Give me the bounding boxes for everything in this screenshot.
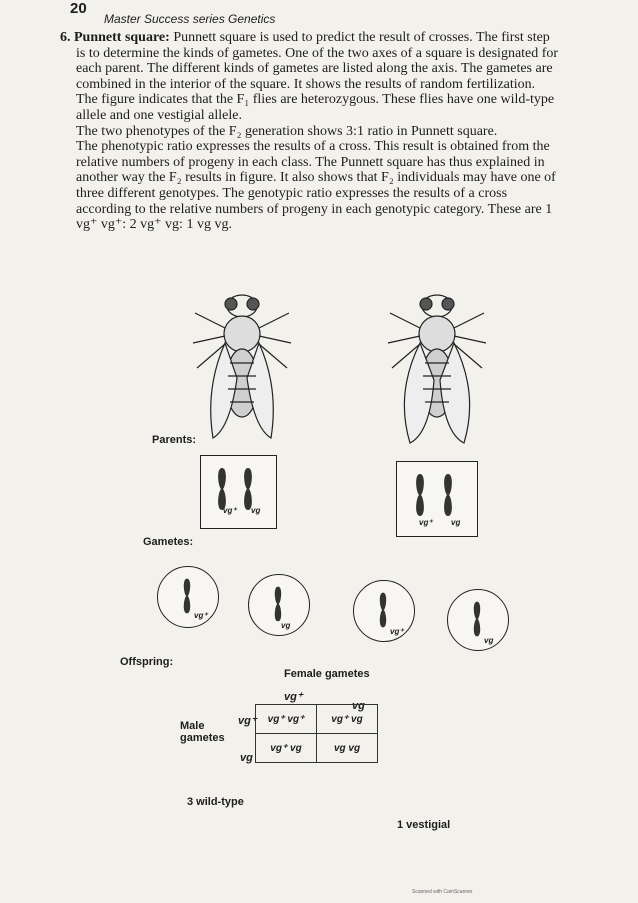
punnett-cell: vg⁺ vg⁺ [256,705,317,734]
allele-label: vg [451,518,461,527]
line-10: another way the F₂ results in figure. It also shows that F₂ individuals may have one of [76,170,556,186]
fly-right-illustration [380,288,495,448]
line-8: The phenotypic ratio expresses the results of a cross. This result is obtained from the [76,139,550,155]
body-text [60,30,620,233]
fly-left-illustration [185,288,300,443]
gamete-allele: vg⁺ [390,627,404,636]
parent-right-box [396,461,478,537]
gamete-allele: vg [281,621,291,630]
line-3: each parent. The different kinds of gametes are listed along the axis. The gametes are [76,61,553,77]
chromosome-icon [470,600,484,638]
scanner-footer: Scanned with CamScanner [412,889,473,895]
line-2: is to determine the kinds of gametes. One of the two axes of a square is designated for [76,45,559,61]
chromosome-icon [271,585,285,623]
gamete-circle [447,589,509,651]
chromosome-icon [441,472,455,518]
wild-type-label: 3 wild-type [187,796,244,808]
gamete-allele: vg⁺ [194,611,208,620]
allele-label: vg⁺ [223,506,237,515]
parent-left-box [200,455,277,529]
line-9: relative numbers of progeny in each class. The Punnett square has thus explained in [76,154,545,170]
parents-label: Parents: [152,434,197,446]
punnett-row [256,734,378,763]
gamete-circle [157,566,219,628]
chromosome-icon [376,591,390,629]
page-number: 20 [70,0,87,17]
line-5: The figure indicates that the F₁ flies are heterozygous. These flies have one wild-type [76,92,555,108]
punnett-cell: vg⁺ vg [256,734,317,763]
punnett-cell: vg⁺ vg [317,705,378,734]
line-4: combined in the interior of the square. It shows the results of random fertilization. [76,76,536,92]
male-gamete-row-1: vg⁺ [238,715,257,727]
line-7: The two phenotypes of the F₂ generation shows 3:1 ratio in Punnett square. [76,123,498,139]
punnett-square [255,704,378,763]
punnett-cell: vg vg [317,734,378,763]
offspring-label: Offspring: [120,656,174,668]
line-11: three different genotypes. The genotypic ratio expresses the results of a cross [76,185,508,201]
line-12: according to the relative numbers of progeny in each genotypic category. These are 1 [76,201,553,217]
male-gamete-row-2: vg [240,752,253,764]
female-gamete-col-2: vg [352,700,365,712]
male-gametes-label: Male gametes [180,720,225,744]
line-13: vg⁺ vg⁺: 2 vg⁺ vg: 1 vg vg. [76,217,232,233]
female-gamete-col-1: vg⁺ [284,691,303,703]
allele-label: vg⁺ [419,518,433,527]
gamete-allele: vg [484,636,494,645]
gamete-circle [248,574,310,636]
series-title: Master Success series Genetics [104,12,276,26]
vestigial-label: 1 vestigial [397,819,451,831]
gamete-circle [353,580,415,642]
chromosome-icon [180,577,194,615]
line-1: 6. Punnett square: Punnett square is used to predict the result of crosses. The first step [60,30,550,45]
punnett-row [256,705,378,734]
allele-label: vg [251,506,261,515]
line-6: allele and one vestigial allele. [76,107,242,123]
chromosome-icon [413,472,427,518]
gametes-label: Gametes: [143,536,194,548]
female-gametes-label: Female gametes [284,668,370,680]
section-heading: 6. Punnett square: [60,30,170,45]
